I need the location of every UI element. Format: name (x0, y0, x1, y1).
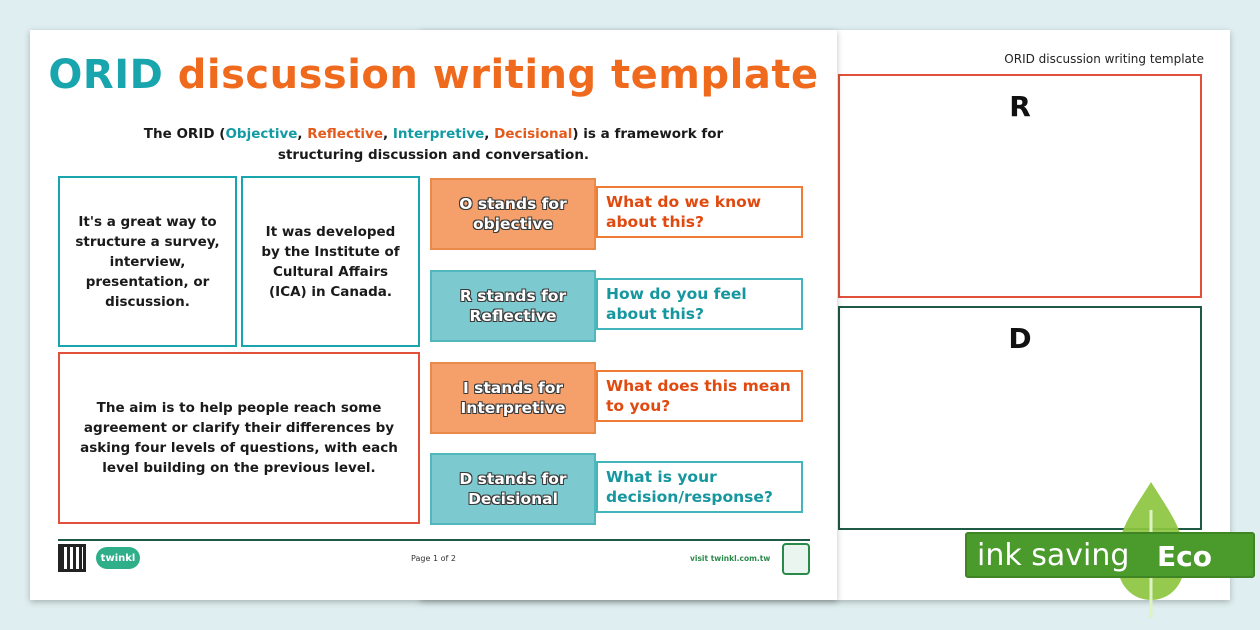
reflective-letter: R (1009, 90, 1031, 123)
row-interpretive (430, 362, 805, 434)
intro-sep2: , (383, 126, 393, 142)
twinkl-logo: twinkl (96, 547, 140, 569)
page-number: Page 1 of 2 (411, 554, 456, 563)
intro-text (130, 124, 737, 166)
back-page-header: ORID discussion writing template (1004, 52, 1204, 66)
label-decisional: D stands for Decisional (430, 453, 596, 525)
decisional-letter: D (1008, 322, 1032, 355)
intro-prefix: The ORID ( (143, 126, 226, 142)
eco-banner (965, 480, 1257, 620)
info-box-origin-text: It was developed by the Institute of Cultural Affairs (ICA) in Canada. (261, 223, 400, 300)
title-orid: ORID (48, 52, 164, 98)
intro-sep1: , (297, 126, 308, 142)
info-box-structure (58, 176, 237, 347)
info-box-origin (241, 176, 420, 347)
intro-reflective: Reflective (307, 126, 384, 142)
label-reflective: R stands for Reflective (430, 270, 596, 342)
intro-sep3: , (484, 126, 495, 142)
question-reflective: How do you feel about this? (596, 278, 803, 330)
info-box-aim-text: The aim is to help people reach some agreement or clarify their differences by asking four levels of questions, with each level building on the previous level. (80, 400, 398, 476)
info-box-aim (58, 352, 420, 524)
reflective-writing-box (838, 74, 1202, 298)
info-box-structure-text: It's a great way to structure a survey, interview, presentation, or discussion. (75, 213, 220, 310)
question-decisional: What is your decision/response? (596, 461, 803, 513)
page-title (30, 52, 837, 98)
title-rest: discussion writing template (177, 52, 819, 98)
intro-suffix: ) is a framework for structuring discussion and conversation. (277, 126, 724, 163)
intro-objective: Objective (225, 126, 298, 142)
intro-decisional: Decisional (494, 126, 573, 142)
eco-text: Eco (1157, 540, 1212, 573)
question-interpretive: What does this mean to you? (596, 370, 803, 422)
quality-badge-icon (782, 543, 810, 575)
question-objective: What do we know about this? (596, 186, 803, 238)
label-interpretive: I stands for Interpretive (430, 362, 596, 434)
footer-divider (58, 539, 810, 541)
row-objective (430, 178, 805, 250)
front-page (30, 30, 837, 600)
visit-link[interactable]: visit twinkl.com.tw (690, 554, 771, 563)
ink-saving-text: ink saving (977, 538, 1130, 573)
row-reflective (430, 270, 805, 342)
intro-interpretive: Interpretive (392, 126, 485, 142)
row-decisional (430, 453, 805, 525)
label-objective: O stands for objective (430, 178, 596, 250)
